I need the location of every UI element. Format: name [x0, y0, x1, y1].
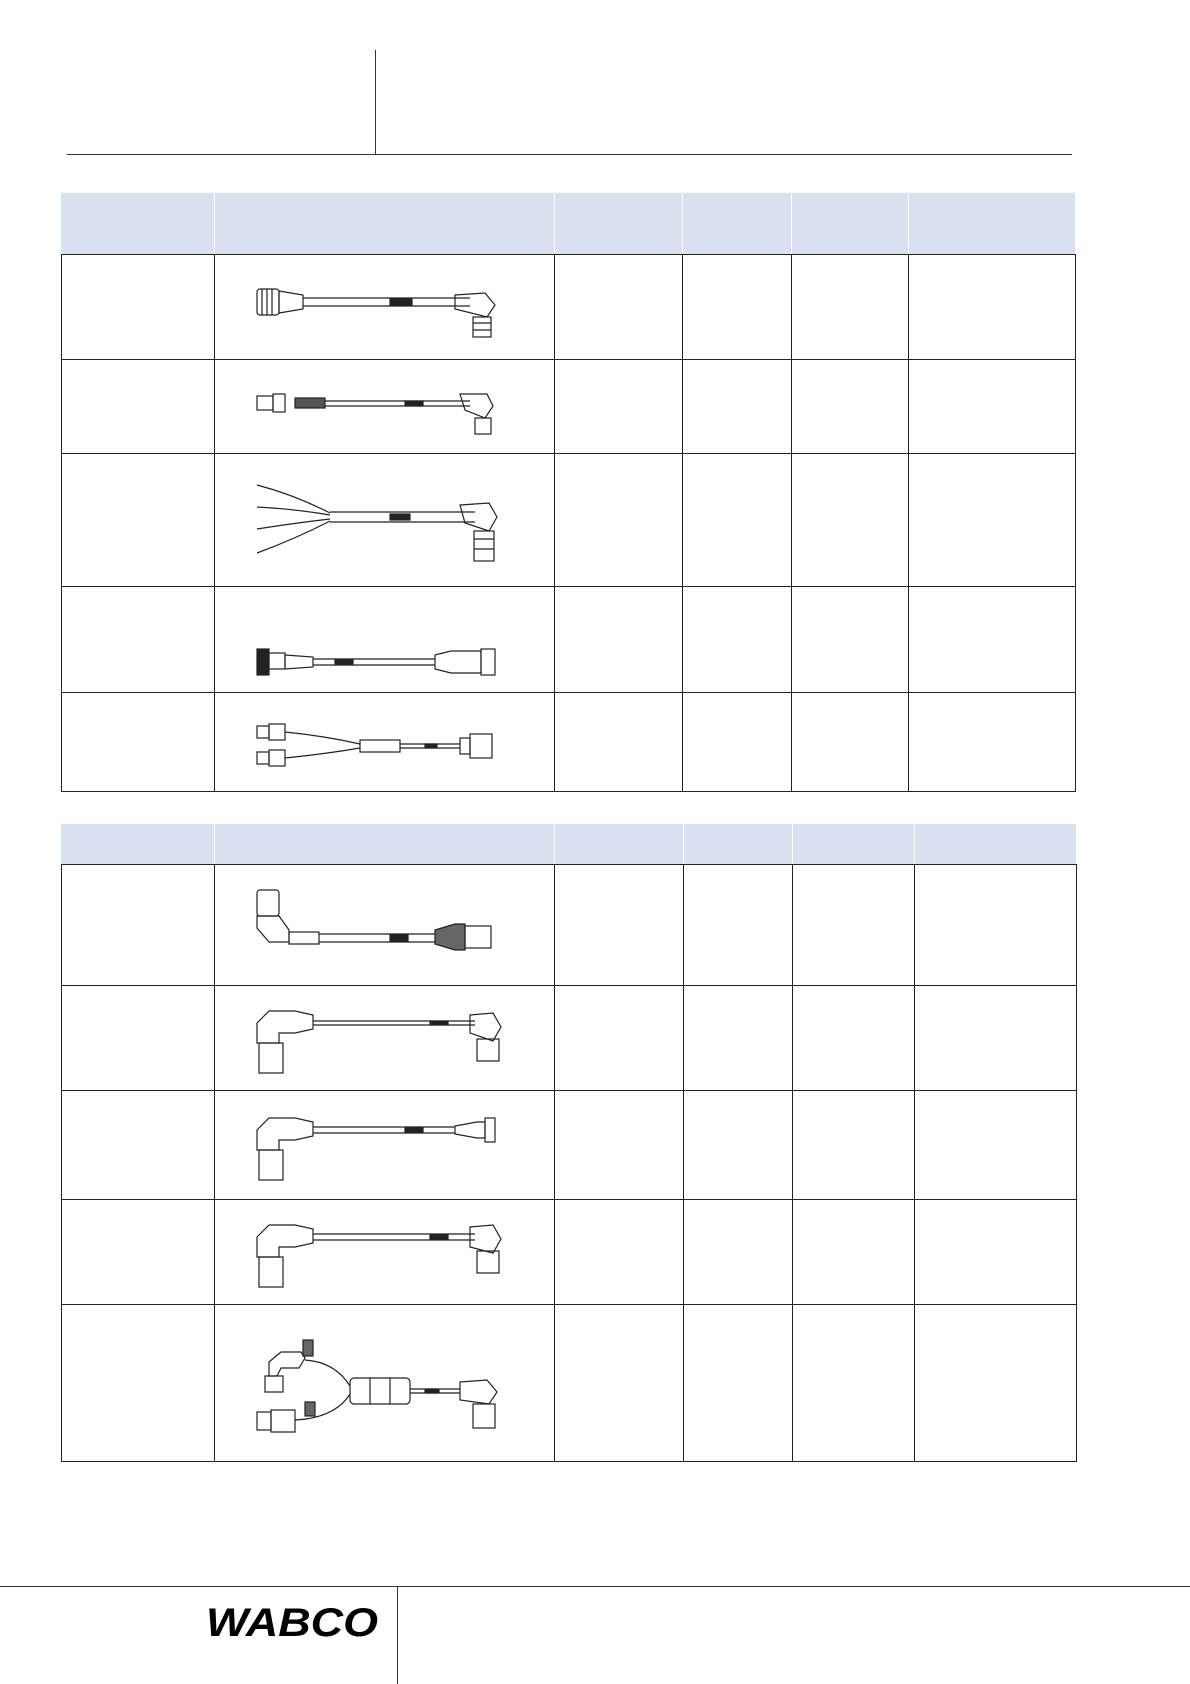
cell — [555, 454, 683, 587]
cell — [683, 360, 792, 454]
cable-drawing-cell — [215, 986, 555, 1091]
cable-drawing-cell — [215, 360, 555, 454]
table-header-row — [62, 194, 1076, 255]
part-number-cell — [62, 1091, 215, 1200]
part-number-cell — [62, 587, 215, 693]
cell — [793, 865, 915, 986]
cable-drawing-cell — [215, 1200, 555, 1305]
cable-angled-socket-to-angled-connector-icon — [255, 993, 525, 1083]
table-row — [62, 360, 1076, 454]
cell — [555, 255, 683, 360]
header-cell — [915, 825, 1077, 865]
table-header-row — [62, 825, 1077, 865]
cell — [684, 865, 793, 986]
cell — [684, 1200, 793, 1305]
cable-drawing-cell — [215, 255, 555, 360]
header-cell — [62, 825, 215, 865]
cable-socket-to-angled-socket-icon — [255, 267, 525, 347]
header-cell — [909, 194, 1076, 255]
logo-text: WABCO — [206, 1601, 378, 1644]
part-number-cell — [62, 865, 215, 986]
cell — [792, 255, 909, 360]
header-cell — [215, 194, 555, 255]
cell — [555, 1091, 684, 1200]
part-number-cell — [62, 1305, 215, 1462]
table-row — [62, 1305, 1077, 1462]
part-number-cell — [62, 255, 215, 360]
part-number-cell — [62, 986, 215, 1091]
cell — [684, 986, 793, 1091]
cable-angled-socket-to-plug-icon — [255, 880, 525, 970]
header-cell — [684, 825, 793, 865]
header-divider-vertical — [375, 50, 376, 154]
table-row — [62, 587, 1076, 693]
cable-angled-plug-to-socket-icon — [255, 595, 525, 685]
cable-open-leads-to-angled-socket-icon — [255, 465, 525, 575]
cell — [555, 986, 684, 1091]
cable-plug-to-angled-socket-icon — [255, 372, 525, 442]
cell — [793, 1091, 915, 1200]
cell — [915, 865, 1077, 986]
cell — [555, 1305, 684, 1462]
cable-drawing-cell — [215, 1305, 555, 1462]
cell — [683, 693, 792, 792]
cell — [793, 986, 915, 1091]
table-row — [62, 986, 1077, 1091]
cell — [683, 255, 792, 360]
header-cell — [215, 825, 555, 865]
table-row — [62, 454, 1076, 587]
cable-drawing-cell — [215, 587, 555, 693]
footer-divider-horizontal — [0, 1586, 1190, 1587]
table-row — [62, 1200, 1077, 1305]
cell — [555, 693, 683, 792]
header-cell — [793, 825, 915, 865]
header-cell — [62, 194, 215, 255]
cable-table-1 — [61, 193, 1076, 792]
cable-drawing-cell — [215, 865, 555, 986]
cable-table-2 — [61, 824, 1077, 1462]
cable-drawing-cell — [215, 1091, 555, 1200]
table-row — [62, 255, 1076, 360]
cell — [793, 1200, 915, 1305]
table-row — [62, 1091, 1077, 1200]
cell — [792, 587, 909, 693]
table-row — [62, 865, 1077, 986]
cable-drawing-cell — [215, 454, 555, 587]
header-cell — [792, 194, 909, 255]
cell — [909, 360, 1076, 454]
cell — [909, 454, 1076, 587]
cable-drawing-cell — [215, 693, 555, 792]
header-divider-horizontal — [67, 154, 1072, 155]
cell — [684, 1305, 793, 1462]
y-cable-with-module-icon — [255, 1318, 525, 1448]
cell — [909, 587, 1076, 693]
cell — [555, 865, 684, 986]
cell — [683, 587, 792, 693]
cell — [555, 587, 683, 693]
cable-angled-socket-to-angled-connector-icon — [255, 1207, 525, 1297]
wabco-logo — [206, 1600, 386, 1649]
header-cell — [555, 194, 683, 255]
part-number-cell — [62, 1200, 215, 1305]
cell — [684, 1091, 793, 1200]
cell — [793, 1305, 915, 1462]
cell — [915, 1305, 1077, 1462]
cell — [915, 1200, 1077, 1305]
cell — [909, 693, 1076, 792]
table-row — [62, 693, 1076, 792]
cell — [915, 1091, 1077, 1200]
cell — [792, 454, 909, 587]
cell — [555, 1200, 684, 1305]
cell — [792, 360, 909, 454]
cell — [555, 360, 683, 454]
part-number-cell — [62, 693, 215, 792]
part-number-cell — [62, 360, 215, 454]
footer-divider-vertical — [397, 1586, 398, 1684]
cable-angled-socket-to-plug-icon — [255, 1100, 525, 1190]
y-cable-icon — [255, 702, 525, 782]
header-cell — [683, 194, 792, 255]
cell — [915, 986, 1077, 1091]
part-number-cell — [62, 454, 215, 587]
header-cell — [555, 825, 684, 865]
cell — [909, 255, 1076, 360]
cell — [792, 693, 909, 792]
cell — [683, 454, 792, 587]
